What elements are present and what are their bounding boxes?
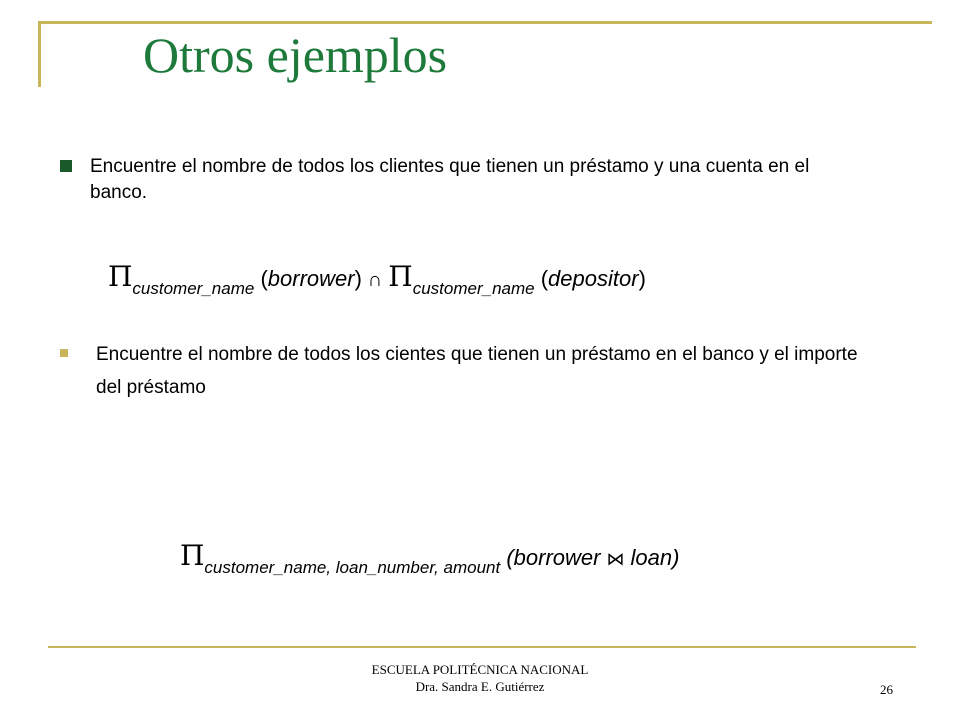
close-paren-right: ) [638,266,646,291]
open-paren-right: ( [540,266,549,291]
bullet-text-2: Encuentre el nombre de todos los cientes que tienen un préstamo en el banco y el importe del préstamo [96,344,858,399]
join-left-relation: (borrower [506,545,601,570]
footer-divider [48,646,916,648]
slide-frame-left-border [38,21,41,87]
open-paren-left: ( [260,266,268,291]
intersection-operator: ∩ [367,269,383,291]
relation-left: borrower [267,266,355,291]
page-number: 26 [880,682,893,697]
natural-join-icon: ⋈ [606,549,625,569]
square-bullet-icon-small [60,349,68,357]
close-paren-left: ) [354,266,362,291]
footer-credits [0,662,960,696]
formula-intersection [108,260,646,298]
projection-subscript: customer_name, loan_number, amount [204,558,501,577]
footer-institution: ESCUELA POLITÉCNICA NACIONAL [371,662,589,677]
formula-join-projection [180,539,680,577]
relation-right: depositor [548,266,639,291]
square-bullet-icon [60,160,72,172]
footer-author: Dra. Sandra E. Gutiérrez [415,678,545,694]
projection-symbol: Π [108,260,133,293]
projection-symbol-2: Π [388,260,413,293]
bullet-text-1: Encuentre el nombre de todos los clientes que tienen un préstamo y una cuenta en el banco. [90,156,810,203]
slide-frame-top-border [40,21,932,24]
projection-subscript-left: customer_name [132,279,255,298]
projection-subscript-right: customer_name [412,279,535,298]
join-right-relation: loan) [630,545,680,570]
projection-symbol-3: Π [180,539,205,572]
slide-title: Otros ejemplos [143,27,448,83]
